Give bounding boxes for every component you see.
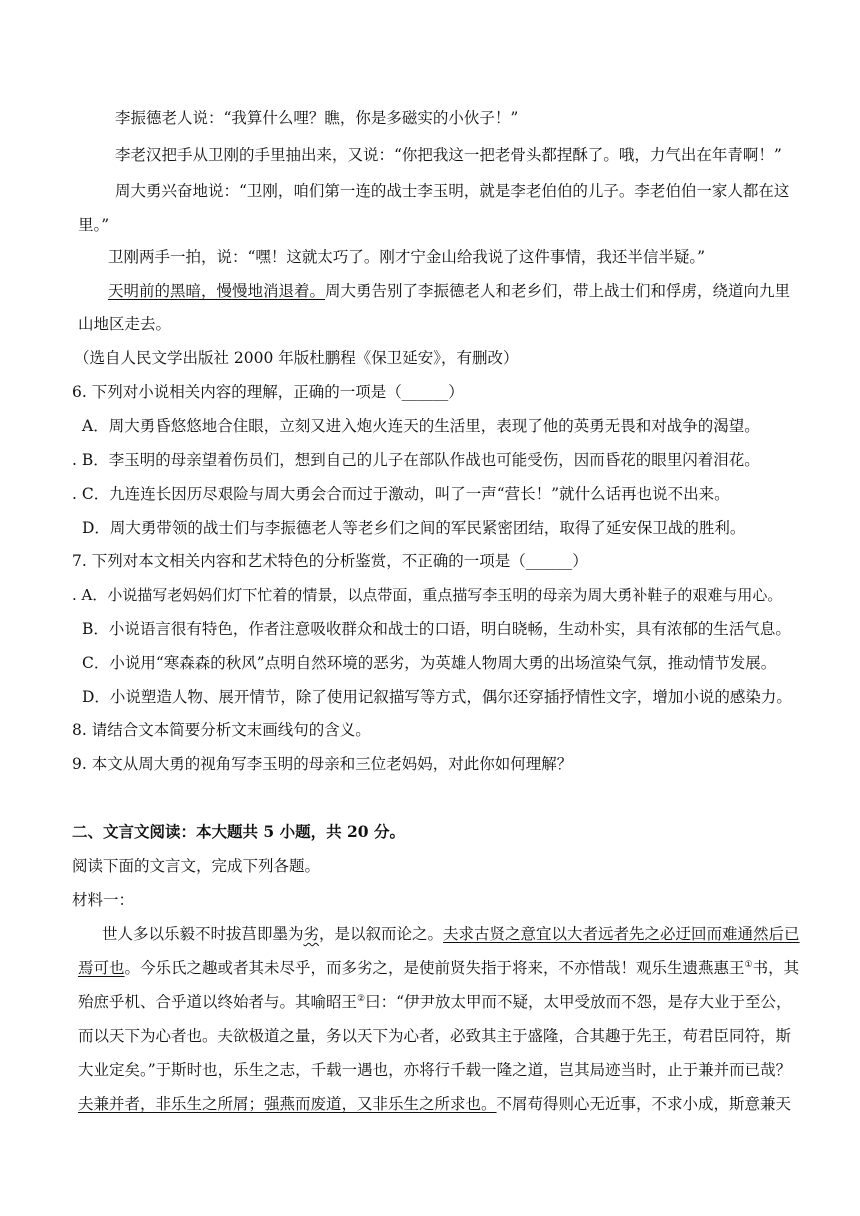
dialogue-paragraph-4: 卫刚两手一拍，说：“嘿！这就太巧了。刚才宁金山给我说了这件事情，我还半信半疑。”	[108, 248, 706, 266]
question-6-stem: 6. 下列对小说相关内容的理解，正确的一项是（______）	[72, 383, 464, 401]
question-6-option-b: . B．李玉明的母亲望着伤员们，想到自己的儿子在部队作战也可能受伤，因而昏花的眼里闪着泪花。	[72, 451, 760, 469]
classical-text-line-1: 世人多以乐毅不时拔莒即墨为劣，是以叙而论之。夫求古贤之意宜以大者远者先之必迂回而难通然后已	[102, 925, 800, 943]
dialogue-paragraph-3-line-2: 里。”	[78, 216, 110, 234]
wavy-underlined-word: 劣	[303, 925, 320, 943]
question-6-option-c: . C．九连连长因历尽艰险与周大勇会合而过于激动，叫了一声“营长！”就什么话再也说不出来。	[72, 485, 730, 503]
question-9: 9. 本文从周大勇的视角写李玉明的母亲和三位老妈妈，对此你如何理解？	[72, 755, 573, 773]
question-6-option-d: D．周大勇带领的战士们与李振德老人等老乡们之间的军民紧密团结，取得了延安保卫战的胜利。	[82, 519, 746, 537]
dialogue-paragraph-1: 李振德老人说：“我算什么哩？瞧，你是多磁实的小伙子！”	[115, 109, 519, 127]
question-7-option-a: . A．小说描写老妈妈们灯下忙着的情景，以点带面，重点描写李玉明的母亲为周大勇补鞋子的艰难与用心。	[72, 586, 783, 604]
underlined-translation-sentence: 夫求古贤之意宜以大者远者先之必迂回而难通然后已	[443, 925, 800, 943]
final-paragraph-line-1	[108, 280, 818, 302]
dialogue-paragraph-3-line-1: 周大勇兴奋地说：“卫刚，咱们第一连的战士李玉明，就是李老伯伯的儿子。李老伯伯一家人都在这	[115, 182, 790, 200]
footnote-marker-1: ①	[744, 959, 753, 970]
classical-text-line-5: 大业定矣。”于斯时也，乐生之志，千载一遇也，亦将行千载一隆之道，岂其局迹当时，止于兼并而已哉？	[78, 1061, 792, 1079]
section-2-instruction: 阅读下面的文言文，完成下列各题。	[72, 857, 321, 875]
classical-text-line-4: 而以天下为心者也。夫欲极道之量，务以天下为心者，必致其主于盛隆，合其趣于先王，苟君臣同符，斯	[78, 1027, 792, 1045]
underlined-sentence: 天明前的黑暗，慢慢地消退着。	[108, 282, 326, 300]
section-2-heading: 二、文言文阅读：本大题共 5 小题，共 20 分。	[72, 822, 405, 841]
underlined-translation-sentence-end: 焉可也	[78, 959, 125, 977]
material-1-label: 材料一：	[72, 891, 135, 909]
question-7-option-b: B．小说语言很有特色，作者注意吸收群众和战士的口语，明白晓畅，生动朴实，具有浓郁的生活气息。	[82, 620, 791, 638]
final-paragraph-line-2: 山地区走去。	[78, 315, 172, 333]
footnote-marker-2: ②	[357, 993, 366, 1004]
underlined-translation-sentence-2: 夫兼并者，非乐生之所屑；强燕而废道，又非乐生之所求也。	[78, 1095, 497, 1113]
question-7-option-c: C．小说用“寒森森的秋风”点明自然环境的恶劣，为英雄人物周大勇的出场渲染气氛，推动情节发展。	[82, 654, 777, 672]
final-paragraph-rest: 周大勇告别了李振德老人和老乡们，带上战士们和俘虏，绕道向九里	[325, 282, 791, 300]
question-7-option-d: D．小说塑造人物、展开情节，除了使用记叙描写等方式，偶尔还穿插抒情性文字，增加小说的感染力。	[82, 688, 792, 706]
question-6-option-a: A．周大勇昏悠悠地合住眼，立刻又进入炮火连天的生活里，表现了他的英勇无畏和对战争的渴望。	[82, 417, 760, 435]
classical-text-line-6: 夫兼并者，非乐生之所屑；强燕而废道，又非乐生之所求也。不屑苟得则心无近事，不求小成，斯意兼天	[78, 1095, 792, 1113]
question-7-stem: 7. 下列对本文相关内容和艺术特色的分析鉴赏，不正确的一项是（______）	[72, 552, 588, 570]
classical-text-line-3: 殆庶乎机、合乎道以终始者与。其喻昭王②曰：“伊尹放太甲而不疑，太甲受放而不怨，是存大业于至公，	[78, 993, 792, 1011]
source-citation: （选自人民文学出版社 2000 年版杜鹏程《保卫延安》，有删改）	[74, 349, 519, 367]
classical-text-line-2: 焉可也。今乐氏之趣或者其未尽乎，而多劣之，是使前贤失指于将来，不亦惜哉！观乐生遗燕惠王①书，其	[78, 959, 800, 977]
dialogue-paragraph-2: 李老汉把手从卫刚的手里抽出来，又说：“你把我这一把老骨头都捏酥了。哦，力气出在年青啊！”	[115, 146, 782, 164]
question-8: 8. 请结合文本简要分析文末画线句的含义。	[72, 721, 371, 739]
